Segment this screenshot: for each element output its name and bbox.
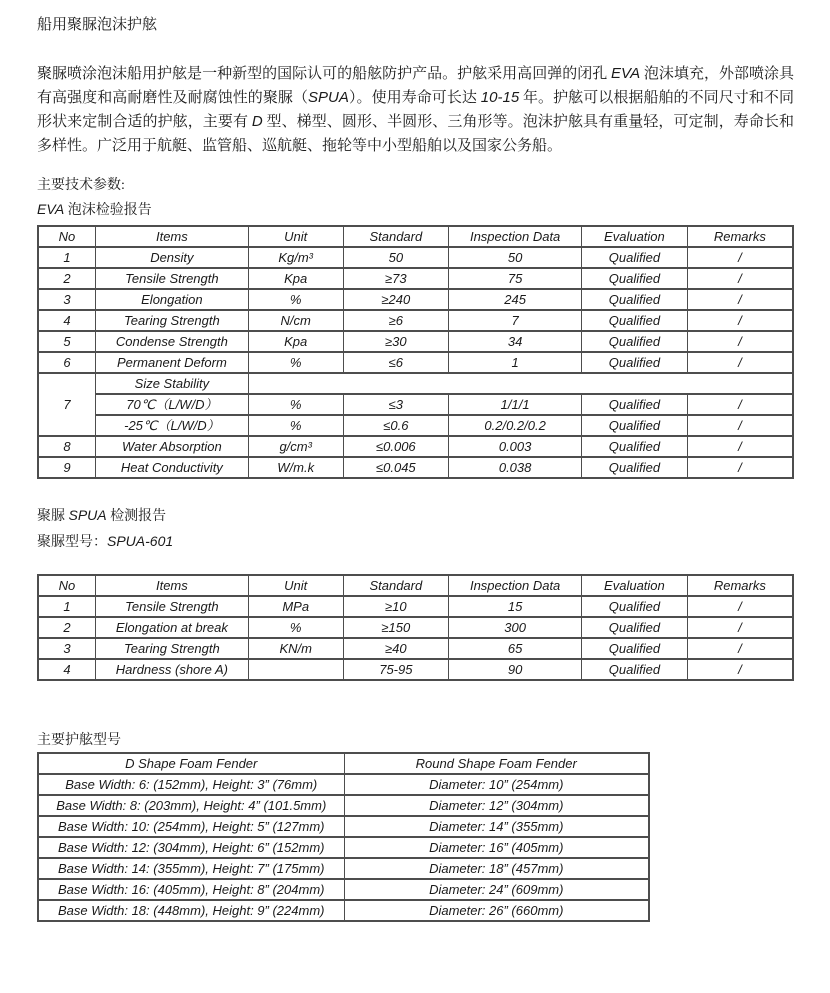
table-row <box>38 638 793 659</box>
table-cell: Kpa <box>248 268 343 289</box>
table-cell: / <box>687 638 793 659</box>
table-cell: KN/m <box>248 638 343 659</box>
table-cell: Base Width: 14: (355mm), Height: 7” (175mm) <box>38 858 344 879</box>
table-cell: Water Absorption <box>95 436 248 457</box>
column-header: Evaluation <box>582 226 688 247</box>
table-cell: Qualified <box>582 457 688 478</box>
table-cell: / <box>687 617 793 638</box>
table-cell: ≥150 <box>343 617 449 638</box>
table-cell: Qualified <box>582 352 688 373</box>
table-cell: Diameter: 10” (254mm) <box>344 774 649 795</box>
spua-report-heading <box>37 504 794 528</box>
table-row <box>38 900 649 921</box>
table-cell: 6 <box>38 352 95 373</box>
spua-report-table <box>37 574 794 681</box>
column-header: Evaluation <box>582 575 688 596</box>
table-row <box>38 247 793 268</box>
table-cell: % <box>248 617 343 638</box>
table-cell: 0.003 <box>449 436 582 457</box>
table-row <box>38 352 793 373</box>
table-cell: Diameter: 24” (609mm) <box>344 879 649 900</box>
spua-model-line <box>37 530 794 554</box>
latin-text-segment: EVA <box>610 65 641 82</box>
table-cell: 0.2/0.2/0.2 <box>449 415 582 436</box>
table-cell: Base Width: 12: (304mm), Height: 6” (152mm) <box>38 837 344 858</box>
table-cell: Diameter: 26” (660mm) <box>344 900 649 921</box>
table-cell <box>248 659 343 680</box>
table-cell: 4 <box>38 659 95 680</box>
cjk-text-segment: ）。使用寿命可长达 <box>348 90 481 106</box>
column-header: No <box>38 226 95 247</box>
table-cell: Density <box>95 247 248 268</box>
table-cell: Qualified <box>582 638 688 659</box>
table-cell: Qualified <box>582 331 688 352</box>
table-cell: ≤0.006 <box>343 436 449 457</box>
table-cell: Diameter: 18” (457mm) <box>344 858 649 879</box>
table-cell: N/cm <box>248 310 343 331</box>
table-row <box>38 816 649 837</box>
table-cell: % <box>248 289 343 310</box>
table-row <box>38 415 793 436</box>
table-cell: / <box>687 394 793 415</box>
table-cell: / <box>687 596 793 617</box>
latin-text-segment: SPUA-601 <box>107 533 174 549</box>
latin-text-segment: SPUA <box>308 89 349 106</box>
table-cell: Base Width: 8: (203mm), Height: 4” (101.5mm) <box>38 795 344 816</box>
table-cell: / <box>687 268 793 289</box>
table-cell: / <box>687 331 793 352</box>
table-cell: W/m.k <box>248 457 343 478</box>
table-header-row <box>38 753 649 774</box>
column-header: No <box>38 575 95 596</box>
table-cell: Qualified <box>582 617 688 638</box>
table-cell: Diameter: 16” (405mm) <box>344 837 649 858</box>
column-header: Items <box>95 226 248 247</box>
table-row <box>38 394 793 415</box>
document-title: 船用聚脲泡沫护舷 <box>37 17 158 33</box>
latin-text-segment: EVA <box>37 201 65 217</box>
table-cell: / <box>687 352 793 373</box>
table-cell: 245 <box>449 289 582 310</box>
fender-models-table <box>37 752 650 922</box>
table-cell: 65 <box>449 638 582 659</box>
cjk-text-segment: 检测报告 <box>106 509 167 524</box>
table-cell: Elongation at break <box>95 617 248 638</box>
table-cell: Qualified <box>582 310 688 331</box>
table-cell: 300 <box>449 617 582 638</box>
table-cell: 1 <box>449 352 582 373</box>
intro-paragraph <box>37 62 794 158</box>
table-row <box>38 858 649 879</box>
column-header: Unit <box>248 226 343 247</box>
table-cell: % <box>248 394 343 415</box>
column-header: Inspection Data <box>449 226 582 247</box>
table-cell: 8 <box>38 436 95 457</box>
table-cell: 0.038 <box>449 457 582 478</box>
table-cell: Condense Strength <box>95 331 248 352</box>
column-header: Remarks <box>687 575 793 596</box>
fender-models-label: 主要护舷型号 <box>37 733 121 748</box>
column-header: D Shape Foam Fender <box>38 753 344 774</box>
table-cell: 70℃（L/W/D） <box>95 394 248 415</box>
latin-text-segment: 10-15 <box>480 89 520 106</box>
table-cell: / <box>687 457 793 478</box>
table-cell: Tearing Strength <box>95 638 248 659</box>
table-cell: -25℃（L/W/D） <box>95 415 248 436</box>
table-row <box>38 596 793 617</box>
table-cell: 75-95 <box>343 659 449 680</box>
table-row <box>38 659 793 680</box>
cjk-text-segment: 年。护舷可以根据船舶的不同尺寸和不同形状来定制合适的护舷，主要有 <box>37 90 794 130</box>
table-cell: Base Width: 18: (448mm), Height: 9” (224mm) <box>38 900 344 921</box>
table-row <box>38 310 793 331</box>
table-cell: Base Width: 6: (152mm), Height: 3” (76mm) <box>38 774 344 795</box>
table-cell: 50 <box>343 247 449 268</box>
table-cell: / <box>687 659 793 680</box>
table-cell: g/cm³ <box>248 436 343 457</box>
table-cell: Tearing Strength <box>95 310 248 331</box>
table-cell: 2 <box>38 268 95 289</box>
eva-report-heading <box>37 198 794 222</box>
table-cell: Tensile Strength <box>95 268 248 289</box>
table-cell: 50 <box>449 247 582 268</box>
table-cell: Qualified <box>582 289 688 310</box>
table-cell: Qualified <box>582 268 688 289</box>
table-cell: Size Stability <box>95 373 248 394</box>
table-cell: Qualified <box>582 659 688 680</box>
column-header: Standard <box>343 575 449 596</box>
table-cell: Heat Conductivity <box>95 457 248 478</box>
column-header: Inspection Data <box>449 575 582 596</box>
table-cell: Qualified <box>582 436 688 457</box>
table-cell: Diameter: 12” (304mm) <box>344 795 649 816</box>
table-cell: 34 <box>449 331 582 352</box>
table-cell: Qualified <box>582 247 688 268</box>
table-cell: 1/1/1 <box>449 394 582 415</box>
column-header: Round Shape Foam Fender <box>344 753 649 774</box>
cjk-text-segment: 聚脲型号： <box>37 535 107 550</box>
table-cell: 2 <box>38 617 95 638</box>
cjk-text-segment: 泡沫填充，外部喷涂具有高强度和高耐磨性及耐腐蚀性的聚脲（ <box>37 66 794 106</box>
column-header: Items <box>95 575 248 596</box>
table-cell: 4 <box>38 310 95 331</box>
table-cell: ≤0.6 <box>343 415 449 436</box>
table-cell: 9 <box>38 457 95 478</box>
table-header-row <box>38 226 793 247</box>
tech-params-label: 主要技术参数: <box>37 178 125 193</box>
table-cell: / <box>687 289 793 310</box>
column-header: Remarks <box>687 226 793 247</box>
table-row <box>38 617 793 638</box>
table-cell: 90 <box>449 659 582 680</box>
table-cell: 1 <box>38 596 95 617</box>
table-cell: ≥40 <box>343 638 449 659</box>
table-row <box>38 795 649 816</box>
table-cell <box>248 373 793 394</box>
table-cell: 75 <box>449 268 582 289</box>
table-cell: / <box>687 247 793 268</box>
table-cell: MPa <box>248 596 343 617</box>
table-cell: ≥240 <box>343 289 449 310</box>
table-cell: 5 <box>38 331 95 352</box>
table-cell: Base Width: 16: (405mm), Height: 8” (204mm) <box>38 879 344 900</box>
table-cell: ≤6 <box>343 352 449 373</box>
table-cell: Kg/m³ <box>248 247 343 268</box>
table-cell: ≤0.045 <box>343 457 449 478</box>
table-cell: / <box>687 415 793 436</box>
table-cell: ≤3 <box>343 394 449 415</box>
cjk-text-segment: 型、梯型、圆形、半圆形、三角形等。泡沫护舷具有重量轻，可定制，寿命长和多样性。广泛用于航艇、监管船、巡航艇、拖轮等中小型船舶以及国家公务船。 <box>37 114 794 154</box>
table-cell: Permanent Deform <box>95 352 248 373</box>
table-cell: % <box>248 415 343 436</box>
latin-text-segment: D <box>251 113 263 130</box>
table-cell: % <box>248 352 343 373</box>
table-cell: Tensile Strength <box>95 596 248 617</box>
table-cell: Qualified <box>582 394 688 415</box>
table-cell: 3 <box>38 638 95 659</box>
cjk-text-segment: 聚脲喷涂泡沫船用护舷是一种新型的国际认可的船舷防护产品。护舷采用高回弹的闭孔 <box>37 66 611 82</box>
cjk-text-segment: 泡沫检验报告 <box>64 203 152 218</box>
table-cell: 15 <box>449 596 582 617</box>
table-row <box>38 289 793 310</box>
table-cell: / <box>687 310 793 331</box>
table-cell: 7 <box>449 310 582 331</box>
table-cell: 3 <box>38 289 95 310</box>
column-header: Standard <box>343 226 449 247</box>
table-cell: ≥30 <box>343 331 449 352</box>
column-header: Unit <box>248 575 343 596</box>
table-row <box>38 774 649 795</box>
table-cell: Diameter: 14” (355mm) <box>344 816 649 837</box>
table-cell: 1 <box>38 247 95 268</box>
table-cell: / <box>687 436 793 457</box>
table-cell: ≥73 <box>343 268 449 289</box>
table-row <box>38 331 793 352</box>
table-row <box>38 268 793 289</box>
table-cell: ≥6 <box>343 310 449 331</box>
table-row <box>38 837 649 858</box>
eva-report-table <box>37 225 794 479</box>
table-header-row <box>38 575 793 596</box>
table-cell: Base Width: 10: (254mm), Height: 5” (127mm) <box>38 816 344 837</box>
latin-text-segment: SPUA <box>68 507 107 523</box>
table-row <box>38 457 793 478</box>
table-cell: Qualified <box>582 596 688 617</box>
table-cell: ≥10 <box>343 596 449 617</box>
table-cell: Hardness (shore A) <box>95 659 248 680</box>
table-row <box>38 436 793 457</box>
table-cell: 7 <box>38 373 95 436</box>
table-row <box>38 373 793 394</box>
table-cell: Kpa <box>248 331 343 352</box>
cjk-text-segment: 聚脲 <box>37 509 69 524</box>
table-cell: Elongation <box>95 289 248 310</box>
table-cell: Qualified <box>582 415 688 436</box>
table-row <box>38 879 649 900</box>
